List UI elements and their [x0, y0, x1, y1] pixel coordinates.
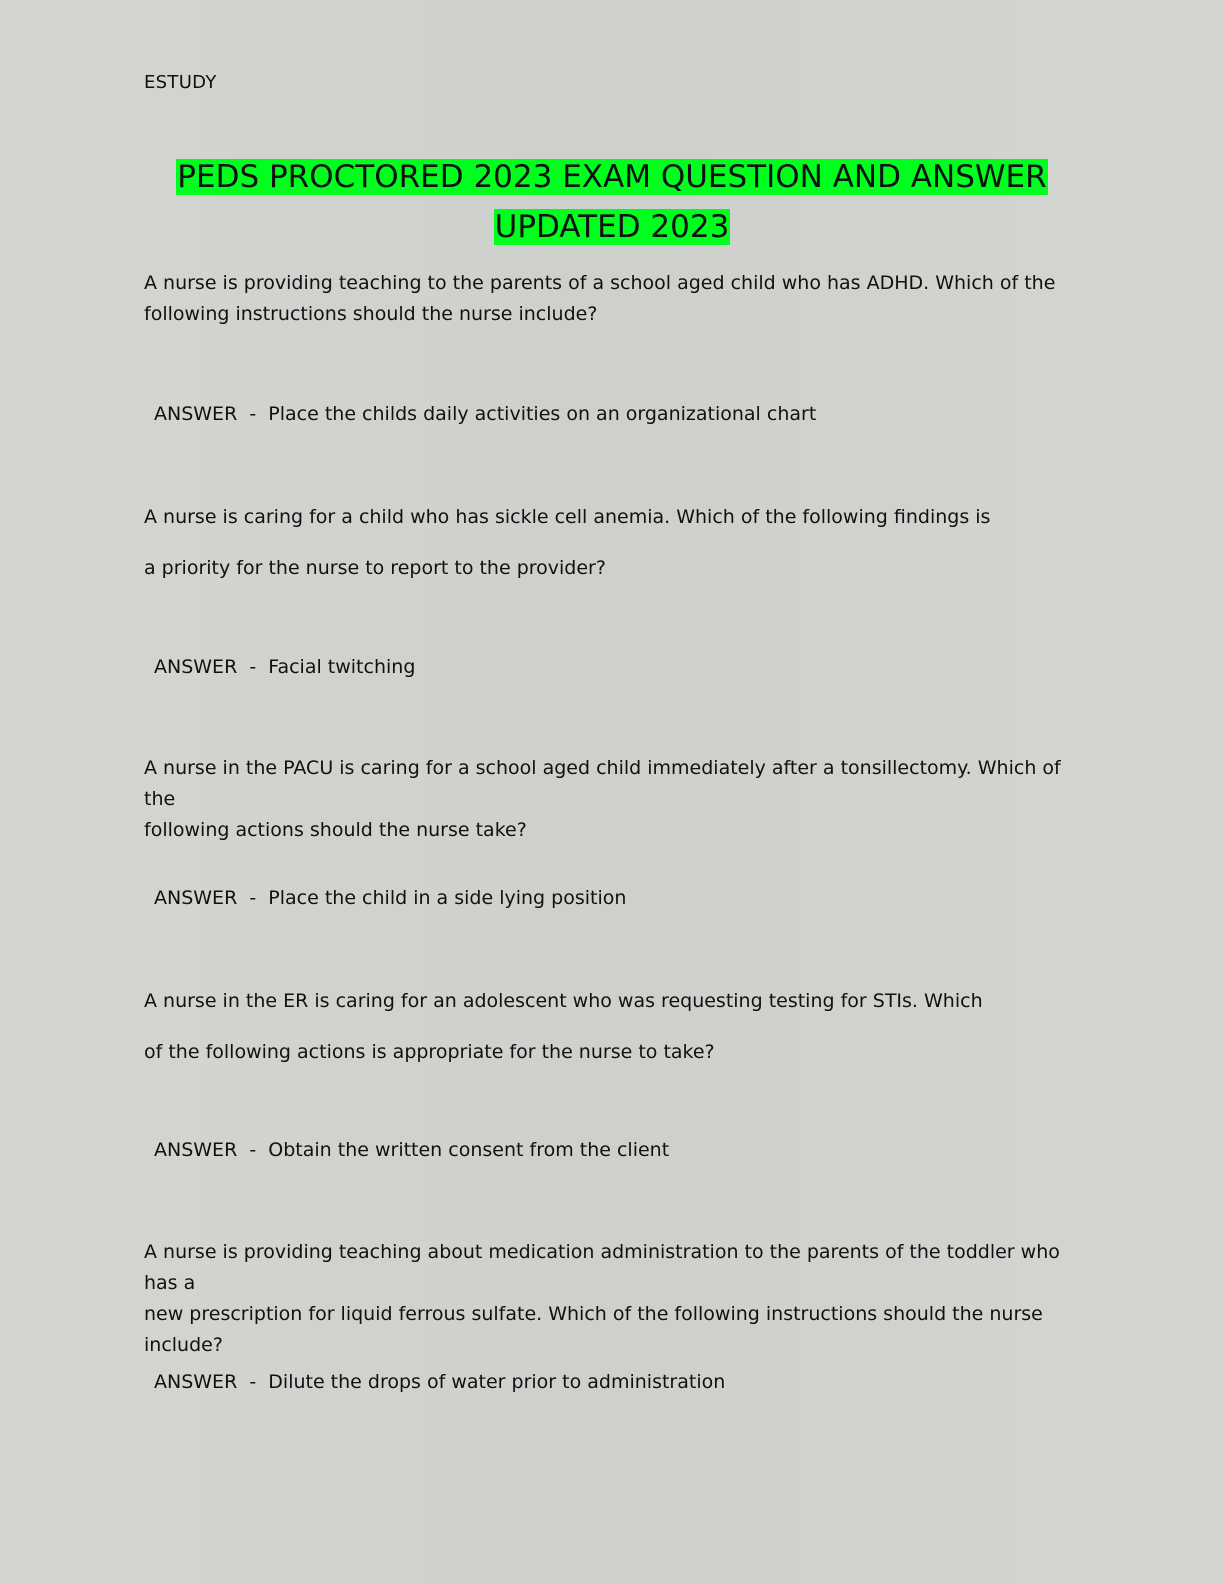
page-header: ESTUDY — [144, 72, 217, 93]
answer-1: ANSWER - Place the childs daily activities on an organizational chart — [154, 403, 817, 425]
question-5-line-1: A nurse is providing teaching about medication administration to the parents of the toddler who has a — [144, 1241, 1060, 1294]
answer-3: ANSWER - Place the child in a side lying position — [154, 887, 627, 909]
question-1-line-1: A nurse is providing teaching to the parents of a school aged child who has ADHD. Which of the — [144, 272, 1056, 294]
question-2-line-2: a priority for the nurse to report to the provider? — [144, 557, 606, 579]
question-1-line-2: following instructions should the nurse include? — [144, 303, 598, 325]
title-line-2: UPDATED 2023 — [494, 209, 730, 245]
question-3 — [144, 753, 1084, 846]
question-5 — [144, 1237, 1084, 1361]
question-3-line-2: following actions should the nurse take? — [144, 819, 527, 841]
answer-2: ANSWER - Facial twitching — [154, 656, 416, 678]
question-2 — [144, 502, 1084, 584]
title-line-1: PEDS PROCTORED 2023 EXAM QUESTION AND ANSWER — [177, 159, 1047, 195]
question-5-line-2: new prescription for liquid ferrous sulfate. Which of the following instructions should the nurse include? — [144, 1303, 1043, 1356]
question-4 — [144, 986, 1084, 1068]
page-title — [144, 152, 1080, 252]
question-1 — [144, 268, 1084, 330]
answer-5: ANSWER - Dilute the drops of water prior to administration — [154, 1371, 726, 1393]
question-3-line-1: A nurse in the PACU is caring for a school aged child immediately after a tonsillectomy. Which of the — [144, 757, 1061, 810]
answer-4: ANSWER - Obtain the written consent from the client — [154, 1139, 670, 1161]
question-4-line-1: A nurse in the ER is caring for an adolescent who was requesting testing for STIs. Which — [144, 990, 983, 1012]
question-2-line-1: A nurse is caring for a child who has sickle cell anemia. Which of the following findings is — [144, 506, 991, 528]
question-4-line-2: of the following actions is appropriate for the nurse to take? — [144, 1041, 715, 1063]
